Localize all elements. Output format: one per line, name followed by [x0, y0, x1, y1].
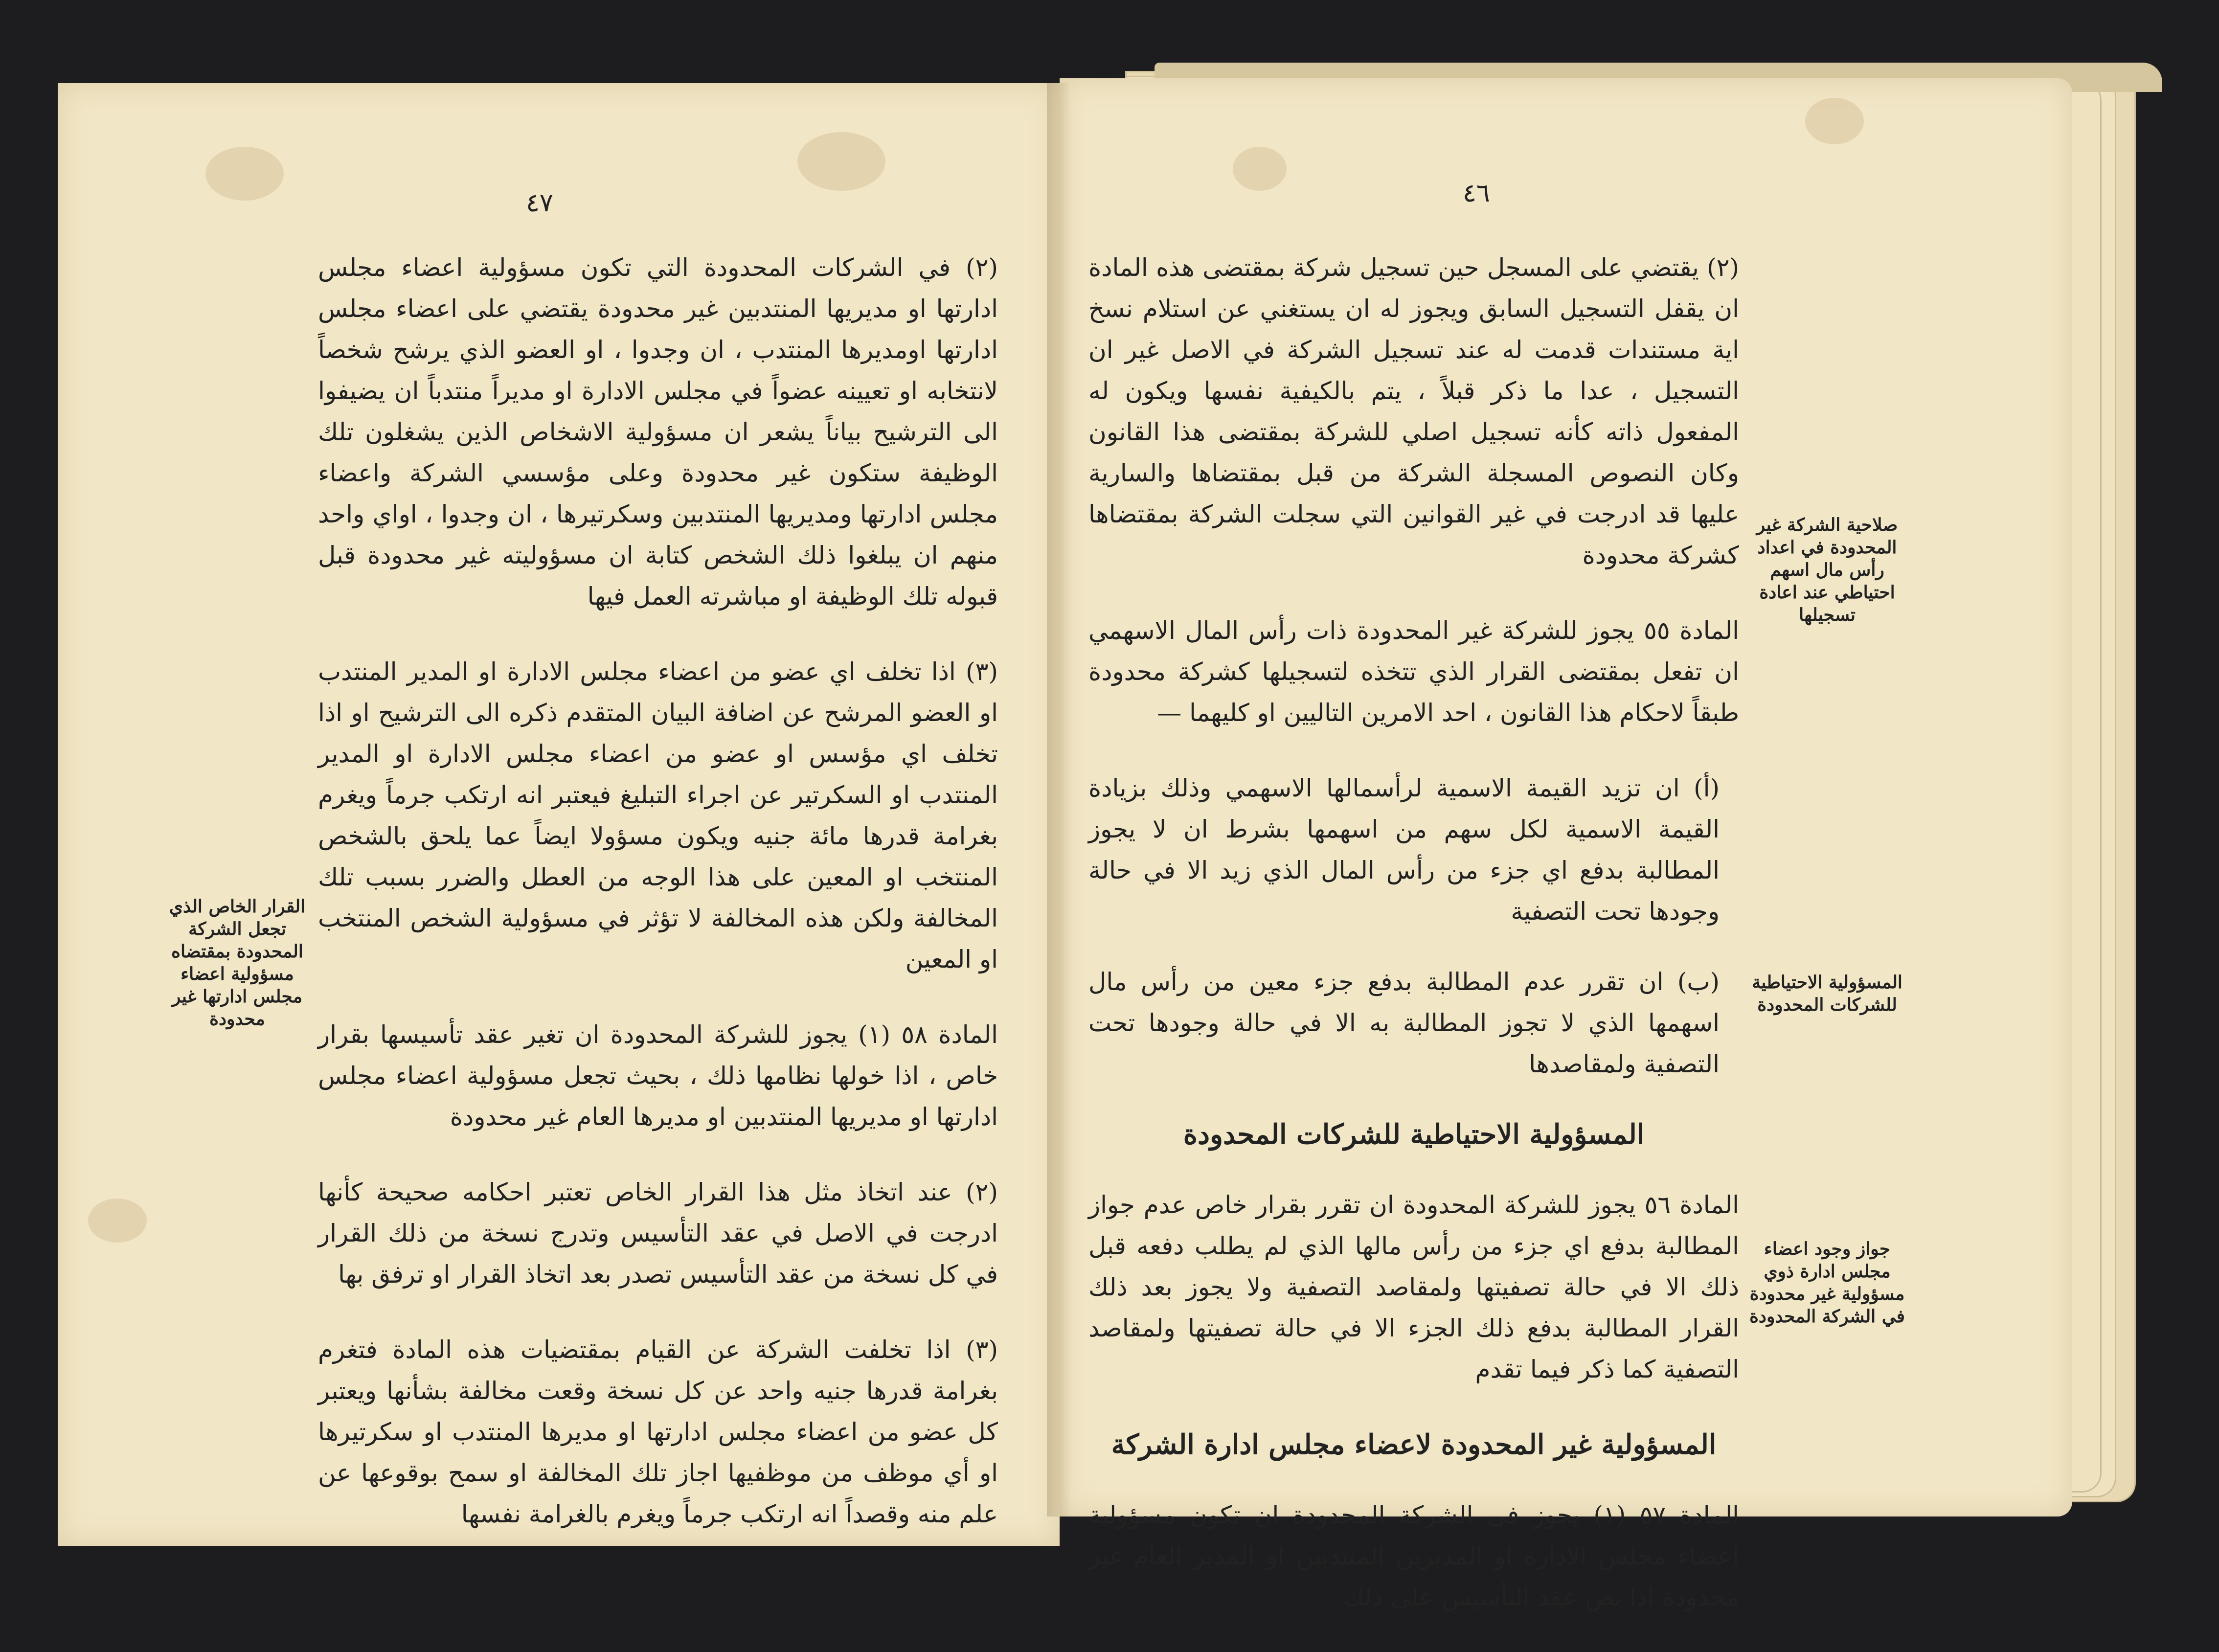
right-page-body [1088, 247, 1739, 1652]
paragraph: (٢) في الشركات المحدودة التي تكون مسؤولية اعضاء مجلس ادارتها او مديريها المنتدبين غير محدودة يقتضي على اعضاء مجلس ادارتها اومديرها المنتدب ، ان وجدوا ، او العضو الذي يرشح شخصاً لانتخابه او تعيينه عضواً في مجلس الادارة او مديراً منتدباً ان يضيفوا الى الترشيح بياناً يشعر ان مسؤولية الاشخاص الذين يشغلون تلك الوظيفة ستكون غير محدودة وعلى مؤسسي الشركة واعضاء مجلس ادارتها ومديريها المنتدبين وسكرتيرها ، ان وجدوا ، اواي واحد منهم ان يبلغوا ذلك الشخص كتابة ان مسؤوليته غير محدودة قبل قبوله تلك الوظيفة او مباشرته العمل فيها [318, 253, 998, 611]
foxing-stain [1233, 147, 1287, 191]
list-item: (أ) ان تزيد القيمة الاسمية لرأسمالها الاسهمي وذلك بزيادة القيمة الاسمية لكل سهم من اسهمها بشرط ان لا يجوز المطالبة بدفع اي جزء من رأس المال الذي زيد الا في حالة وجودها تحت التصفية [1088, 774, 1720, 926]
margin-note-right: صلاحية الشركة غير المحدودة في اعداد رأس مال اسهم احتياطي عند اعادة تسجيلها [1756, 515, 1898, 625]
section-heading: المسؤولية الاحتياطية للشركات المحدودة [1183, 1118, 1645, 1151]
paragraph: (٢) يقتضي على المسجل حين تسجيل شركة بمقتضى هذه المادة ان يقفل التسجيل السابق ويجوز له ان يستغني عن استلام نسخ اية مستندات قدمت له عند تسجيل الشركة في الاصل غير ان التسجيل ، عدا ما ذكر قبلاً ، يتم بالكيفية نفسها ويكون له المفعول ذاته كأنه تسجيل اصلي للشركة بمقتضى هذا القانون وكان النصوص المسجلة الشركة من قبل بمقتضاها والسارية عليها قد ادرجت في غير القوانين التي سجلت الشركة بمقتضاها كشركة محدودة [1088, 253, 1739, 569]
list-item: (ب) ان تقرر عدم المطالبة بدفع جزء معين من رأس مال اسهمها الذي لا تجوز المطالبة به الا في حالة وجودها تحت التصفية ولمقاصدها [1088, 968, 1720, 1078]
book-gutter [1047, 83, 1071, 1516]
foxing-stain [797, 132, 885, 191]
margin-note-right: المسؤولية الاحتياطية للشركات المحدودة [1752, 972, 1902, 1015]
foxing-stain [88, 1199, 147, 1243]
left-page-body [318, 247, 998, 1569]
foxing-stain [205, 147, 284, 201]
margin-note-left: القرار الخاص الذي تجعل الشركة المحدودة بمقتضاه مسؤولية اعضاء مجلس ادارتها غير محدودة [169, 896, 306, 1029]
article-55-paragraph: المادة ٥٥ يجوز للشركة غير المحدودة ذات رأس المال الاسهمي ان تفعل بمقتضى القرار الذي تتخذه لتسجيلها كشركة محدودة طبقاً لاحكام هذا القانون ، احد الامرين التاليين او كليهما — [1088, 616, 1740, 727]
paragraph: (٣) اذا تخلفت الشركة عن القيام بمقتضيات هذه المادة فتغرم بغرامة قدرها جنيه واحد عن كل نسخة وقعت مخالفة بشأنها ويعتبر كل عضو من اعضاء مجلس ادارتها او مديرها المنتدب او سكرتيرها او أي موظف من موظفيها اجاز تلك المخالفة او سمح بوقوعها عن علم منه وقصداً انه ارتكب جرماً ويغرم بالغرامة نفسها [318, 1335, 998, 1528]
paragraph: (٢) عند اتخاذ مثل هذا القرار الخاص تعتبر احكامه صحيحة كأنها ادرجت في الاصل في عقد التأسيس وتدرج نسخة من ذلك القرار في كل نسخة من عقد التأسيس تصدر بعد اتخاذ القرار او ترفق بها [318, 1178, 998, 1289]
page-number-left: ٤٧ [526, 188, 553, 218]
margin-note-right: جواز وجود اعضاء مجلس ادارة ذوي مسؤولية غير محدودة في الشركة المحدودة [1749, 1239, 1905, 1327]
paragraph: (٣) اذا تخلف اي عضو من اعضاء مجلس الادارة او المدير المنتدب او العضو المرشح عن اضافة البيان المتقدم ذكره الى الترشيح او اذا تخلف اي مؤسس او عضو من اعضاء مجلس الادارة او المدير المنتدب او السكرتير عن اجراء التبليغ فيعتبر انه ارتكب جرماً ويغرم بغرامة قدرها مائة جنيه ويكون مسؤولا ايضاً عما يلحق بالشخص المنتخب او المعين على هذا الوجه من العطل والضرر بسبب تلك المخالفة ولكن هذه المخالفة لا تؤثر في مسؤولية الشخص المنتخب او المعين [318, 657, 998, 973]
article-57-paragraph: المادة ٥٧ (١) يجوز في الشركة المحدودة ان تكون مسؤولية اعضاء مجلس الادارة او المديرين المنتدبين او المدير العام غير محدودة اذا نص عقد التأسيس على ذلك [1088, 1501, 1740, 1611]
page-number-right: ٤٦ [1463, 179, 1490, 208]
section-heading: المسؤولية غير المحدودة لاعضاء مجلس ادارة الشركة [1111, 1428, 1717, 1461]
article-58-paragraph: المادة ٥٨ (١) يجوز للشركة المحدودة ان تغير عقد تأسيسها بقرار خاص ، اذا خولها نظامها ذلك ، بحيث تجعل مسؤولية اعضاء مجلس ادارتها او مديريها المنتدبين او مديرها العام غير محدودة [318, 1020, 998, 1131]
foxing-stain [1805, 98, 1864, 144]
article-56-paragraph: المادة ٥٦ يجوز للشركة المحدودة ان تقرر بقرار خاص عدم جواز المطالبة بدفع اي جزء من رأس مالها الذي لم يطلب دفعه قبل ذلك الا في حالة تصفيتها ولمقاصد التصفية ولا يجوز بعد ذلك القرار المطالبة بدفع ذلك الجزء الا في حالة تصفيتها ولمقاصد التصفية كما ذكر فيما تقدم [1088, 1191, 1740, 1383]
